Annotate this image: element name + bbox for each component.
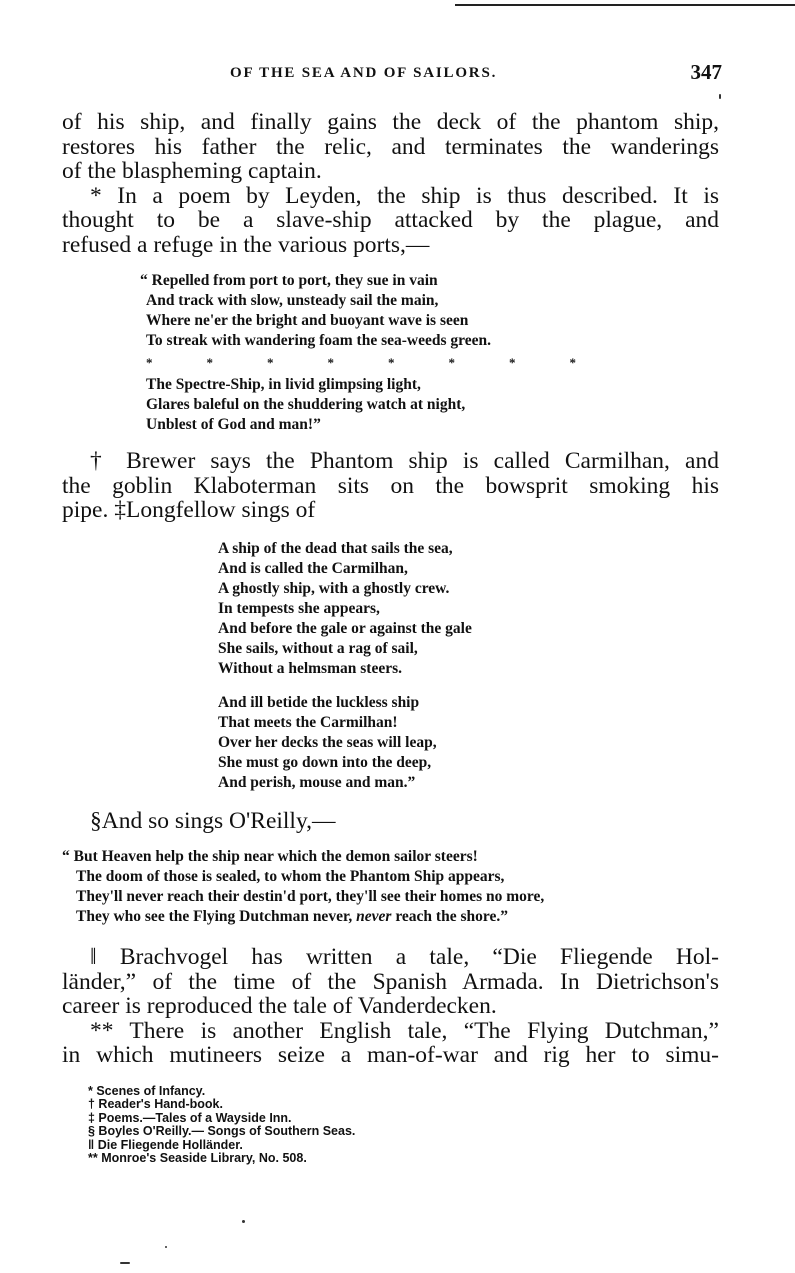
star: * [267,355,274,370]
verse-line: Without a helmsman steers. [218,659,402,677]
text-line: the goblin Klaboterman sits on the bowsprit smoking his [62,472,719,499]
star: * [569,355,576,370]
verse-line: To streak with wandering foam the sea-weeds green. [146,332,492,349]
footnote: ‡ Poems.—Tales of a Wayside Inn. [88,1110,292,1125]
text-line: * In a poem by Leyden, the ship is thus described. It is [90,182,719,209]
star: * [448,355,455,370]
verse-line: “ Repelled from port to port, they sue in vain [140,272,438,289]
verse-line: Glares baleful on the shuddering watch at night, [146,396,466,413]
verse-line: The doom of those is sealed, to whom the Phantom Ship appears, [76,868,505,885]
footnote: * Scenes of Infancy. [88,1084,206,1098]
verse-text: reach the shore.” [391,908,508,925]
text-line: refused a refuge in the various ports,— [62,231,430,258]
text-line: §And so sings O'Reilly,— [90,807,336,834]
verse-italic: never [356,908,392,925]
verse-line: Unblest of God and man!” [146,416,321,433]
star: * [146,355,153,370]
paragraph-oreilly [62,809,719,834]
verse-line: She sails, without a rag of sail, [218,639,418,657]
running-head: OF THE SEA AND OF SAILORS. [230,65,498,81]
top-rule [455,4,795,6]
verse-line: That meets the Carmilhan! [218,713,398,731]
paragraph-leyden [62,184,719,258]
page-header [62,62,722,84]
paragraph-english-tale [62,1019,719,1068]
text-line: länder,” of the time of the Spanish Armada. In Dietrichson's [62,968,719,995]
verse-line: A ghostly ship, with a ghostly crew. [218,579,450,597]
star: * [206,355,213,370]
verse-line: She must go down into the deep, [218,753,432,771]
verse-line: And ill betide the luckless ship [218,693,420,711]
verse-line: The Spectre-Ship, in livid glimpsing light, [146,376,421,393]
star: * [388,355,395,370]
verse-leyden [140,271,719,435]
verse-line: A ship of the dead that sails the sea, [218,539,453,557]
verse-line: Where ne'er the bright and buoyant wave is seen [146,312,469,329]
text-line: thought to be a slave-ship attacked by the plague, and [62,207,719,233]
text-line: restores his father the relic, and terminates the wanderings [62,133,719,160]
text-line: ‖ Brachvogel has written a tale, “Die Fliegende Hol- [90,944,719,970]
text-line: career is reproduced the tale of Vanderdecken. [62,993,497,1019]
ellipsis-stars [146,351,576,375]
star: * [509,355,516,370]
page-number: 347 [690,60,722,84]
star: * [327,355,334,370]
paragraph-brewer [62,449,719,523]
text-line: ** There is another English tale, “The Flying Dutchman,” [90,1017,719,1044]
footnote: ** Monroe's Seaside Library, No. 508. [88,1151,307,1166]
verse-line: They'll never reach their destin'd port, they'll see their homes no more, [76,888,545,905]
speck-mark [120,1262,130,1264]
text-line: of the blaspheming captain. [62,158,322,184]
paragraph-continuation [62,110,719,184]
verse-line: And perish, mouse and man.” [218,773,416,791]
paragraph-brachvogel [62,945,719,1019]
footnote: † Reader's Hand-book. [88,1097,223,1112]
text-line: of his ship, and finally gains the deck of the phantom ship, [62,109,719,135]
text-line: pipe. ‡Longfellow sings of [62,497,316,523]
speck-mark [719,94,721,99]
text-line: † Brewer says the Phantom ship is called Carmilhan, and [90,448,719,474]
verse-line: In tempests she appears, [218,599,380,617]
speck-mark [242,1220,245,1223]
verse-line [62,907,719,927]
verse-text: They who see the Flying Dutchman never, [76,908,357,925]
verse-longfellow [218,539,719,793]
verse-oreilly [62,847,719,927]
speck-mark [165,1246,167,1248]
text-line: in which mutineers seize a man-of-war and rig her to simu- [62,1042,719,1068]
verse-line: Over her decks the seas will leap, [218,733,437,751]
page-body [62,110,719,1068]
footnote: § Boyles O'Reilly.— Songs of Southern Seas. [88,1124,356,1139]
footnotes [88,1085,355,1165]
verse-line: And is called the Carmilhan, [218,559,408,577]
verse-line: “ But Heaven help the ship near which the demon sailor steers! [62,848,478,865]
verse-line: And before the gale or against the gale [218,619,472,637]
verse-line: And track with slow, unsteady sail the main, [146,292,439,309]
footnote: ‖ Die Fliegende Holländer. [88,1137,243,1152]
